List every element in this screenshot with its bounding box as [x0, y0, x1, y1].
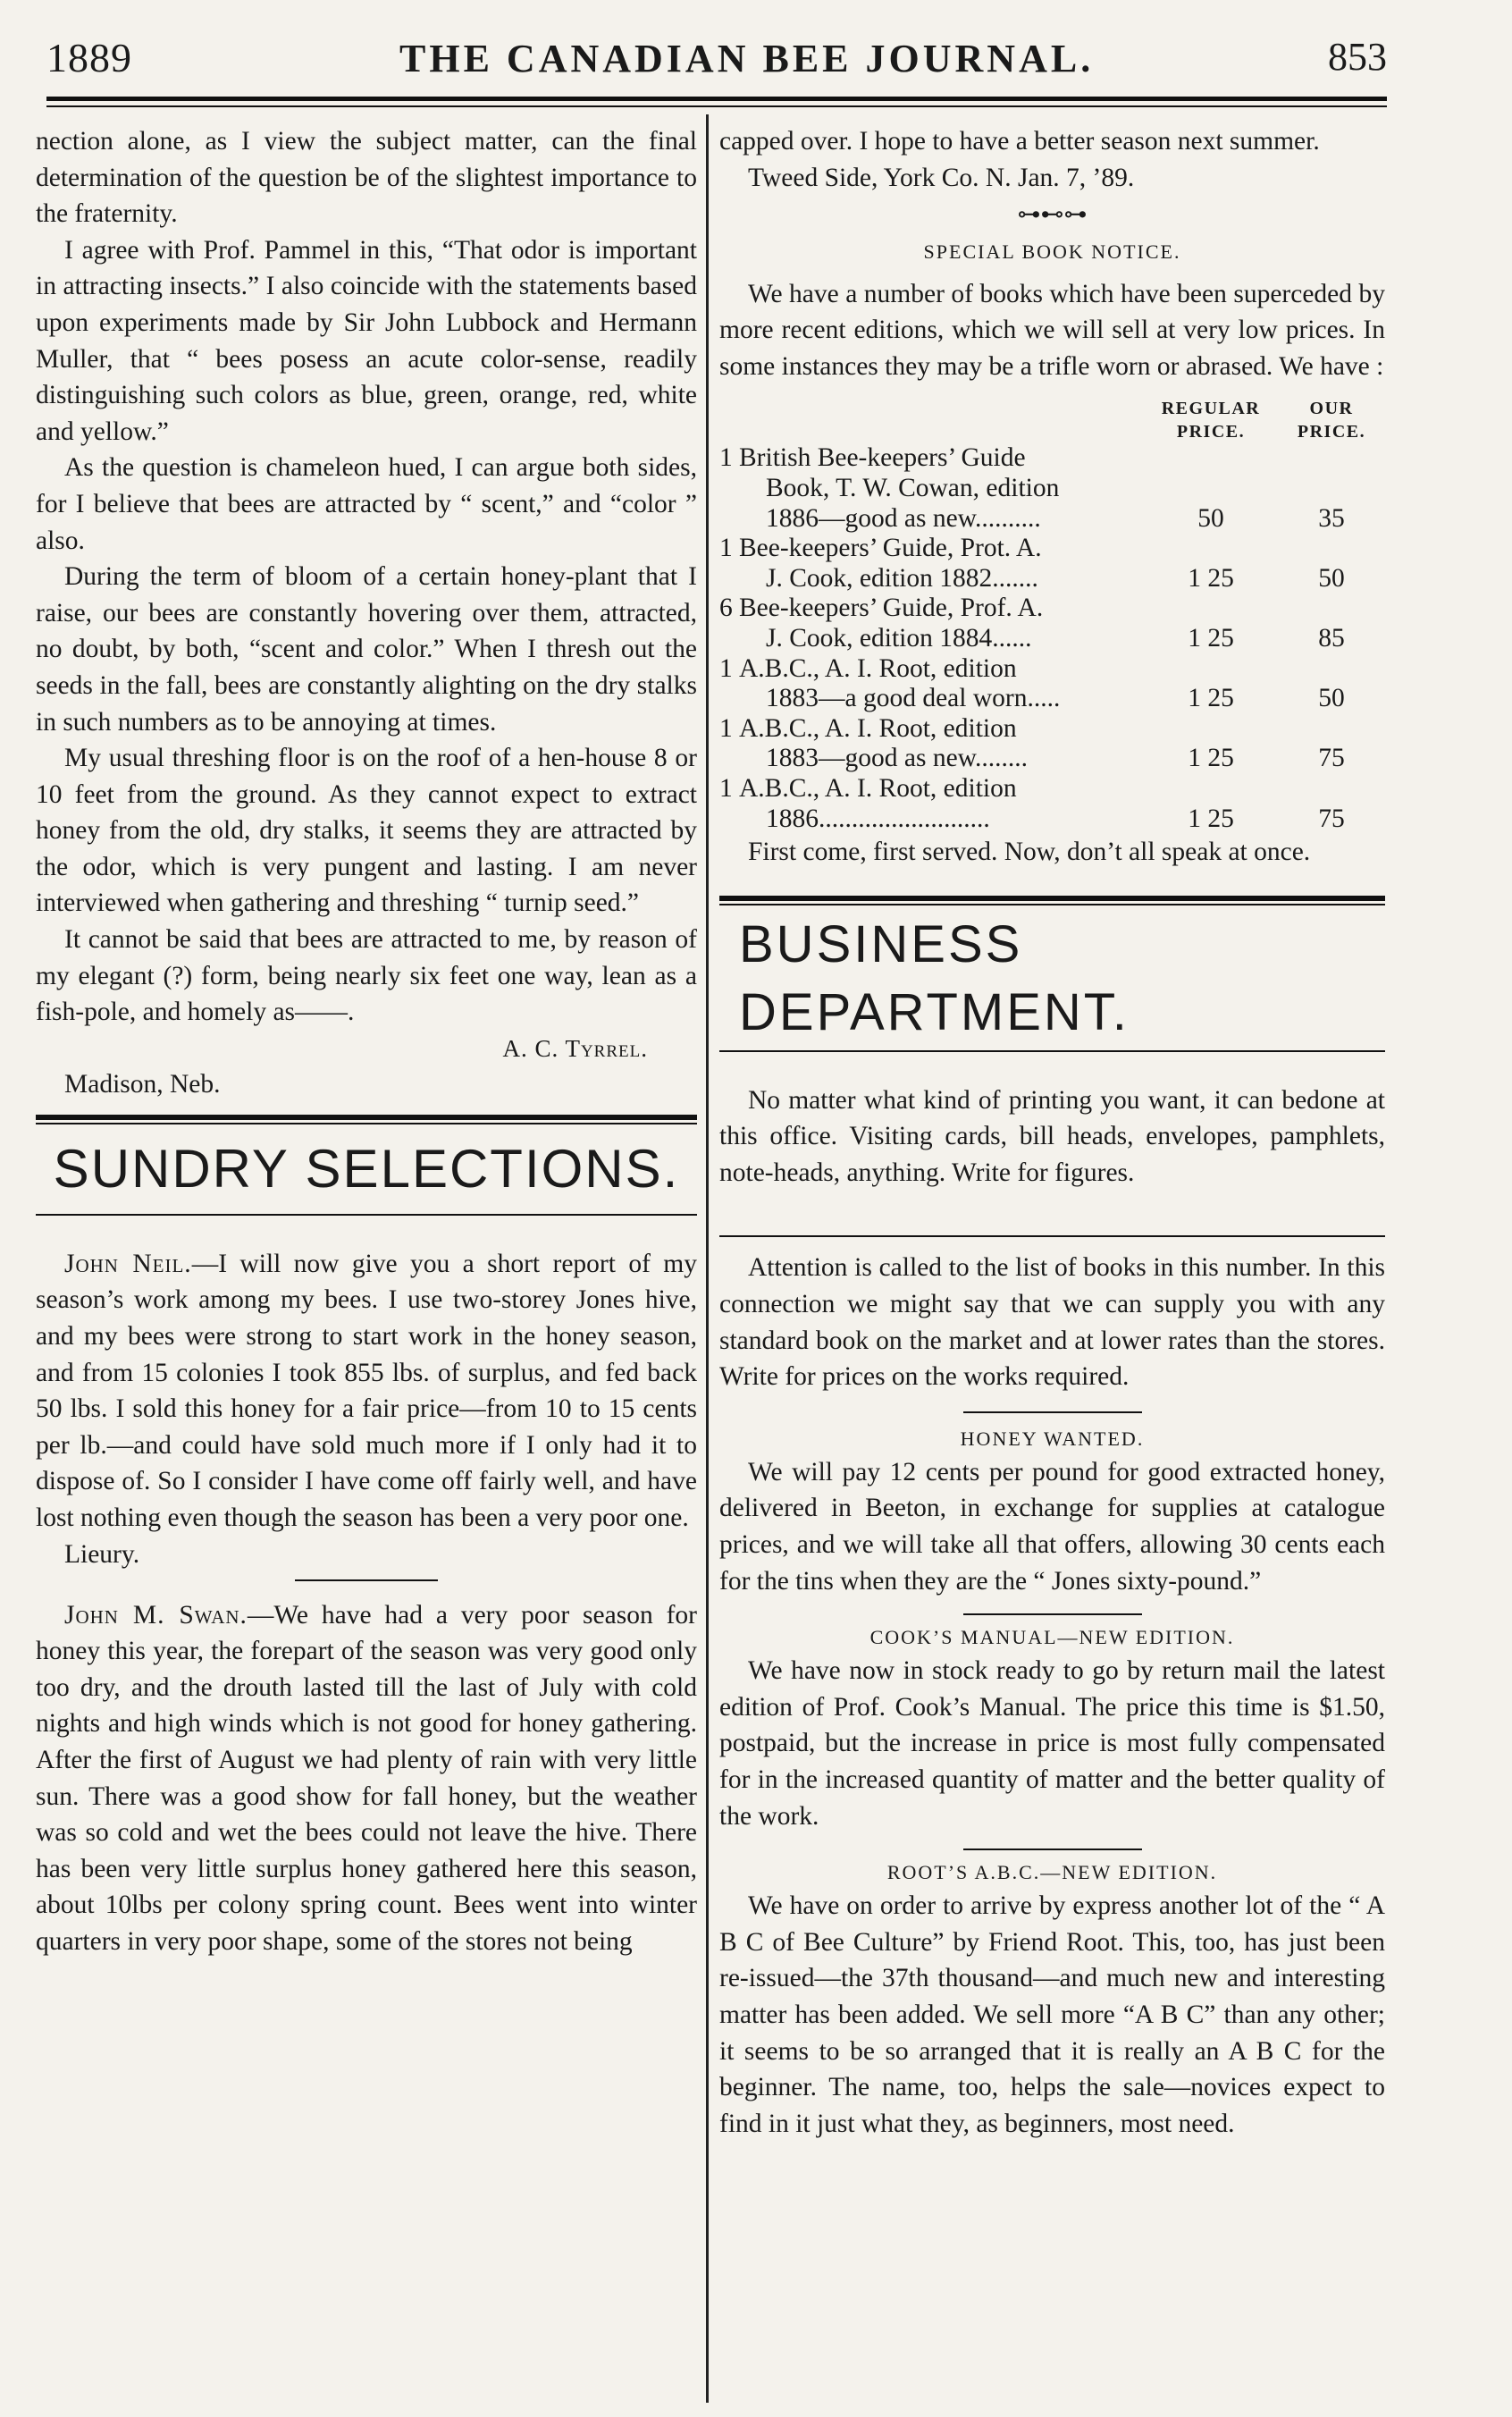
book-row: 1 A.B.C., A. I. Root, edition 1883—good as new........ 1 25 75	[719, 713, 1345, 773]
honey-wanted-text: We will pay 12 cents per pound for good extracted honey, delivered in Beeton, in exchange for supplies at catalogue prices, and we will take all that offers, allowing 30 cents each for the tins when they are the “ Jones sixty-pound.”	[719, 1457, 1385, 1596]
letter-place: Tweed Side, York Co. N. Jan. 7, ’89.	[748, 163, 1135, 192]
cooks-manual-title: COOK’S MANUAL—NEW EDITION.	[869, 1626, 1235, 1649]
article-paragraph: I agree with Prof. Pammel in this, “That odor is important in attracting insects.” I also coincide with the statements based upon experiments made by Sir John Lubbock and Hermann Muller, that “ bees posess an acute color-sense, readily distinguishing such colors as blue, green, orange, red, white and yellow.”	[36, 235, 697, 446]
page-number: 853	[1328, 35, 1387, 79]
book-row: 6 Bee-keepers’ Guide, Prof. A. J. Cook, edition 1884...... 1 25 85	[719, 594, 1345, 653]
book-notice-text: We have a number of books which have been superceded by more recent editions, which we will sell at very low prices. In some instances they may be a trifle worn or abrased. We have :	[719, 279, 1385, 381]
letter-text: —We have had a very poor season for honey this year, the forepart of the season was very good only too dry, and the drouth lasted till the last of July with cold nights and high winds which is not good for honey gathering. After the first of August we had plenty of rain with very little sun. There was a good show for fall honey, but the weather was so cold and wet the bees could not leave the hive. There has been very little surplus honey gathered here this season, about 10lbs per colony spring count. Bees went into winter quarters in very poor shape, some of the stores not being	[36, 1600, 697, 1956]
article-paragraph: It cannot be said that bees are attracted to me, by reason of my elegant (?) form, being nearly six feet one way, lean as a fish-pole, and homely as——.	[36, 925, 697, 1027]
roots-abc-title: ROOT’S A.B.C.—NEW EDITION.	[886, 1861, 1218, 1884]
business-department-title: BUSINESS DEPARTMENT.	[739, 914, 1130, 1041]
letter-neil	[36, 1246, 697, 1537]
sundry-selections-title: SUNDRY SELECTIONS.	[53, 1138, 680, 1199]
header-year: 1889	[46, 35, 132, 80]
running-head	[46, 34, 1387, 88]
letter-swan	[36, 1597, 697, 1960]
book-price-table	[719, 397, 1385, 834]
header-rule-thin	[46, 105, 1387, 107]
our-price-header: OUR PRICE.	[1297, 399, 1366, 442]
article-paragraph: My usual threshing floor is on the roof of a hen-house 8 or 10 feet from the ground. As they cannot expect to extract honey from the old, dry stalks, it seems they are attracted by the odor, which is very pungent and lasting. I am never interviewed when gathering and threshing “ turnip seed.”	[36, 744, 697, 918]
regular-price-header: REGULAR PRICE.	[1161, 399, 1261, 442]
letter-place: Lieury.	[64, 1539, 140, 1569]
book-row: 1 A.B.C., A. I. Root, edition 1883—a good deal worn..... 1 25 50	[719, 653, 1345, 713]
column-divider	[706, 114, 709, 2403]
ornament-divider: ⊶⊷⊶	[1017, 200, 1088, 227]
attention-notice: Attention is called to the list of books in this number. In this connection we might say that we can supply you with any standard book on the market and at lower rates than the stores. Write for prices on the works required.	[719, 1253, 1385, 1392]
honey-wanted-title: HONEY WANTED.	[960, 1427, 1145, 1450]
article-paragraph: As the question is chameleon hued, I can argue both sides, for I believe that bees are attracted by “ scent,” and “color ” also.	[36, 453, 697, 555]
book-row: 1 Bee-keepers’ Guide, Prot. A. J. Cook, edition 1882....... 1 25 50	[719, 534, 1345, 593]
cooks-manual-text: We have now in stock ready to go by return mail the latest edition of Prof. Cook’s Manual. The price this time is $1.50, postpaid, but the increase in price is most fully compensated for in the increased quantity of matter and the better quality of the work.	[719, 1656, 1385, 1831]
book-notice-title: SPECIAL BOOK NOTICE.	[923, 240, 1181, 263]
correspondent-name: John Neil.	[64, 1249, 192, 1278]
book-row: 1 A.B.C., A. I. Root, edition 1886.......................... 1 25 75	[719, 773, 1345, 833]
correspondent-name: John M. Swan.	[64, 1600, 248, 1630]
left-column	[36, 123, 697, 1960]
right-column	[719, 123, 1385, 2142]
article-paragraph: During the term of bloom of a certain honey-plant that I raise, our bees are constantly hovering over them, attracted, no doubt, by both, “scent and color.” When I thresh out the seeds in the fall, bees are constantly alighting on the dry stalks in such numbers as to be annoying at times.	[36, 562, 697, 737]
author-place: Madison, Neb.	[64, 1069, 221, 1099]
article-paragraph: nection alone, as I view the subject matter, can the final determination of the question be of the slightest importance to the fraternity.	[36, 127, 697, 229]
book-row: 1 British Bee-keepers’ Guide Book, T. W. Cowan, edition 1886—good as new.......... 50 35	[719, 443, 1345, 533]
first-come-note: First come, first served. Now, don’t all speak at once.	[748, 838, 1311, 867]
printing-notice: No matter what kind of printing you want, it can bedone at this office. Visiting cards, bill heads, envelopes, pamphlets, note-heads, anything. Write for figures.	[719, 1085, 1385, 1187]
letter-text: —I will now give you a short report of my season’s work among my bees. I use two-storey Jones hive, and my bees were strong to start work in the honey season, and from 15 colonies I took 855 lbs. of surplus, and fed back 50 lbs. I sold this honey for a fair price—from 10 to 15 cents per lb.—and could have sold much more if I only had it to dispose of. So I consider I have come off fairly well, and have lost nothing even though the season has been a very poor one.	[36, 1249, 697, 1532]
header-rule-thick	[46, 97, 1387, 101]
letter-continuation: capped over. I hope to have a better season next summer.	[719, 127, 1320, 156]
author-signature: A. C. Tyrrel.	[502, 1034, 648, 1062]
roots-abc-text: We have on order to arrive by express another lot of the “ A B C of Bee Culture” by Friend Root. This, too, has just been re-issued—the 37th thousand—and much new and interesting matter has been added. We sell more “A B C” than any other; it seems to be so arranged that it is really an A B C for the beginner. The name, too, helps the sale—novices expect to find in it just what they, as beginners, most need.	[719, 1891, 1385, 2138]
journal-title: THE CANADIAN BEE JOURNAL.	[399, 37, 1095, 80]
